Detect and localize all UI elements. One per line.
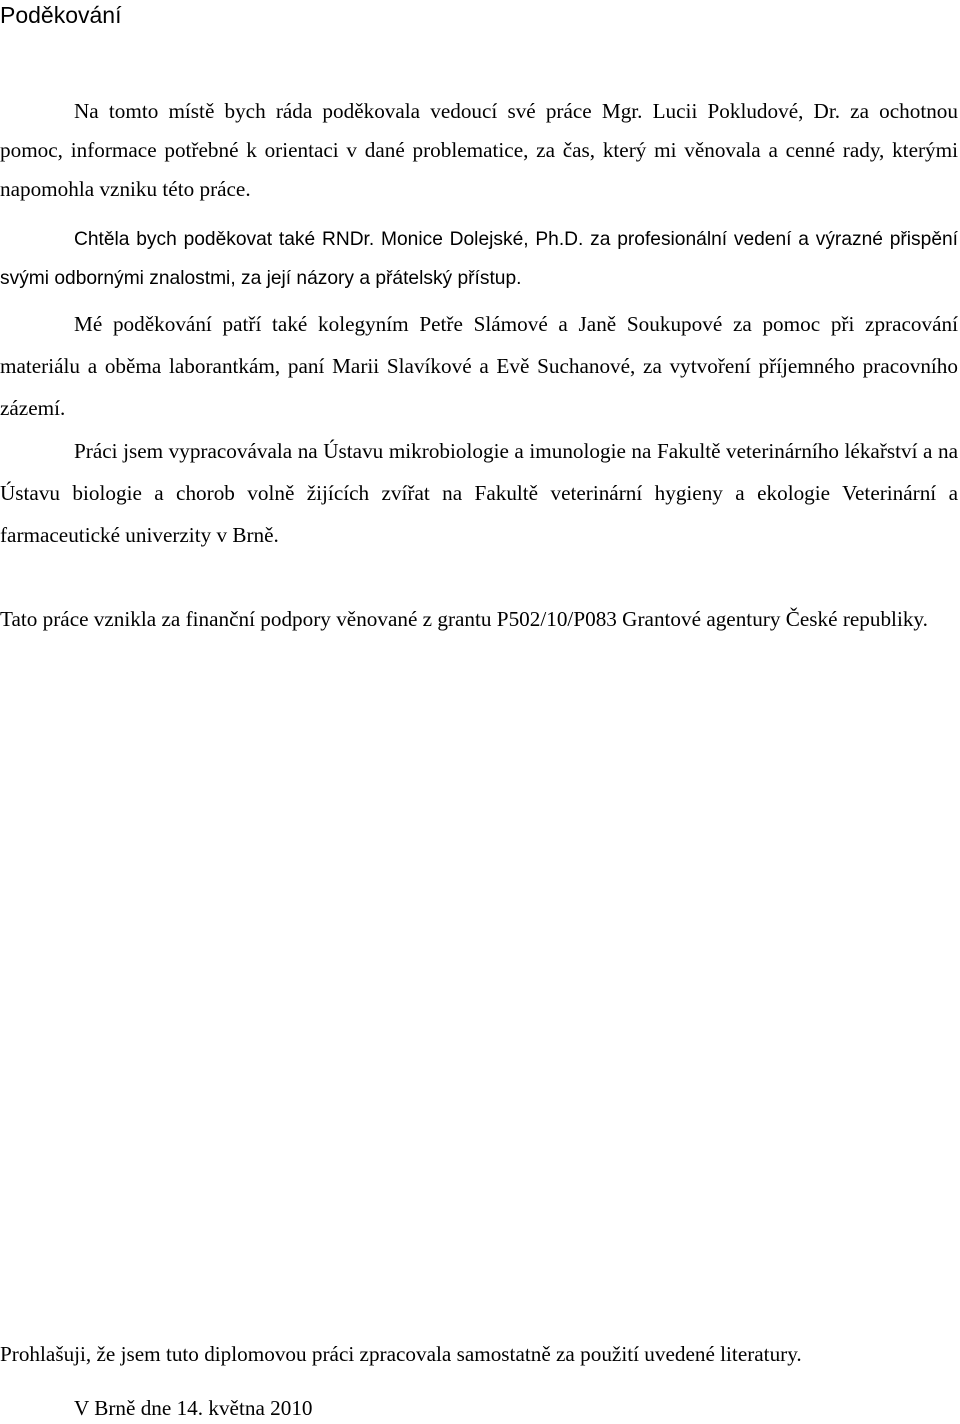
paragraph-supervisor-thanks: Na tomto místě bych ráda poděkovala vedoucí své práce Mgr. Lucii Pokludové, Dr. za ochotnou pomoc, informace potřebné k orientaci v dané problematice, za čas, který mi věnovala a cenné rady, kterými napomohla vzniku této práce. — [0, 99, 958, 201]
paragraph-workplace: Práci jsem vypracovávala na Ústavu mikrobiologie a imunologie na Fakultě veterinárního lékařství a na Ústavu biologie a chorob volně žijících zvířat na Fakultě veterinární hygieny a ekologie Veterinární a farmaceutické univerzity v Brně. — [0, 439, 958, 547]
declaration-statement: Prohlašuji, že jsem tuto diplomovou práci zpracovala samostatně za použití uvedené literatury. — [0, 1342, 802, 1366]
paragraph-consultant-thanks: Chtěla bych poděkovat také RNDr. Monice Dolejské, Ph.D. za profesionální vedení a výrazné přispění svými odbornými znalostmi, za její názory a přátelský přístup. — [0, 229, 958, 289]
date-line: V Brně dne 14. května 2010 — [74, 1396, 313, 1420]
paragraph-grant-support: Tato práce vznikla za finanční podpory věnované z grantu P502/10/P083 Grantové agentury České republiky. — [0, 607, 928, 631]
page-title: Poděkování — [0, 2, 122, 28]
paragraph-colleagues-thanks: Mé poděkování patří také kolegyním Petře Slámové a Janě Soukupové za pomoc při zpracování materiálu a oběma laborantkám, paní Marii Slavíkové a Evě Suchanové, za vytvoření příjemného pracovního zázemí. — [0, 312, 958, 420]
